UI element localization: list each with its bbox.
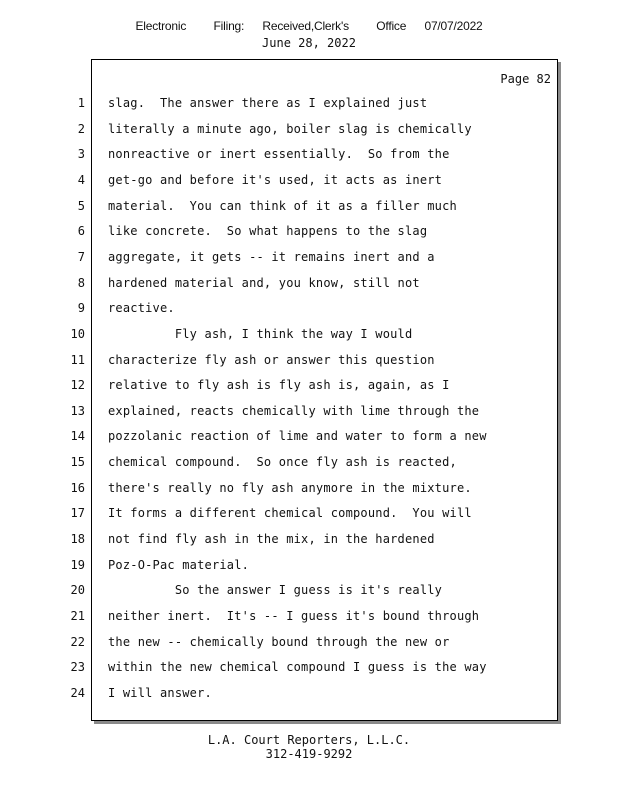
transcript-line: Fly ash, I think the way I would	[108, 327, 413, 341]
line-number: 4	[77, 173, 85, 187]
page-number: Page 82	[500, 72, 551, 86]
line-number: 10	[70, 327, 85, 341]
transcript-line: pozzolanic reaction of lime and water to form a new	[108, 429, 487, 443]
filing-stamp: Electronic Filing: Received,Clerk's Office 07/07/2022	[135, 19, 483, 33]
transcript-date: June 28, 2022	[262, 36, 356, 50]
transcript-line: So the answer I guess is it's really	[108, 583, 443, 597]
line-number: 5	[77, 199, 85, 213]
line-number: 19	[70, 558, 85, 572]
line-number: 23	[70, 660, 85, 674]
transcript-line: slag. The answer there as I explained just	[108, 96, 428, 110]
transcript-line: chemical compound. So once fly ash is reacted,	[108, 455, 457, 469]
transcript-line: neither inert. It's -- I guess it's bound through	[108, 609, 480, 623]
transcript-line: I will answer.	[108, 686, 212, 700]
transcript-line: reactive.	[108, 301, 175, 315]
transcript-line: nonreactive or inert essentially. So from the	[108, 147, 450, 161]
transcript-line: get-go and before it's used, it acts as inert	[108, 173, 443, 187]
transcript-line: characterize fly ash or answer this question	[108, 353, 435, 367]
line-number: 17	[70, 506, 85, 520]
line-number: 1	[77, 96, 85, 110]
line-number: 9	[77, 301, 85, 315]
line-number: 6	[77, 224, 85, 238]
transcript-line: It forms a different chemical compound. You will	[108, 506, 472, 520]
transcript-line: aggregate, it gets -- it remains inert and a	[108, 250, 435, 264]
line-number: 12	[70, 378, 85, 392]
line-number: 20	[70, 583, 85, 597]
line-number: 15	[70, 455, 85, 469]
line-number: 11	[70, 353, 85, 367]
transcript-line: like concrete. So what happens to the slag	[108, 224, 428, 238]
line-number: 8	[77, 276, 85, 290]
line-number: 21	[70, 609, 85, 623]
line-number: 7	[77, 250, 85, 264]
transcript-line: material. You can think of it as a filler much	[108, 199, 457, 213]
line-number: 13	[70, 404, 85, 418]
line-number: 3	[77, 147, 85, 161]
transcript-line: Poz-O-Pac material.	[108, 558, 250, 572]
line-number: 14	[70, 429, 85, 443]
transcript-line: within the new chemical compound I guess is the way	[108, 660, 487, 674]
line-number: 22	[70, 635, 85, 649]
line-number: 2	[77, 122, 85, 136]
transcript-line: the new -- chemically bound through the new or	[108, 635, 450, 649]
transcript-line: there's really no fly ash anymore in the mixture.	[108, 481, 472, 495]
transcript-line: relative to fly ash is fly ash is, again, as I	[108, 378, 450, 392]
court-reporter-phone: 312-419-9292	[265, 747, 353, 761]
line-number: 18	[70, 532, 85, 546]
transcript-line: hardened material and, you know, still not	[108, 276, 420, 290]
transcript-line: literally a minute ago, boiler slag is chemically	[108, 122, 472, 136]
line-number: 24	[70, 686, 85, 700]
transcript-line: not find fly ash in the mix, in the hardened	[108, 532, 435, 546]
line-number: 16	[70, 481, 85, 495]
transcript-line: explained, reacts chemically with lime through the	[108, 404, 480, 418]
court-reporter-name: L.A. Court Reporters, L.L.C.	[207, 733, 411, 747]
